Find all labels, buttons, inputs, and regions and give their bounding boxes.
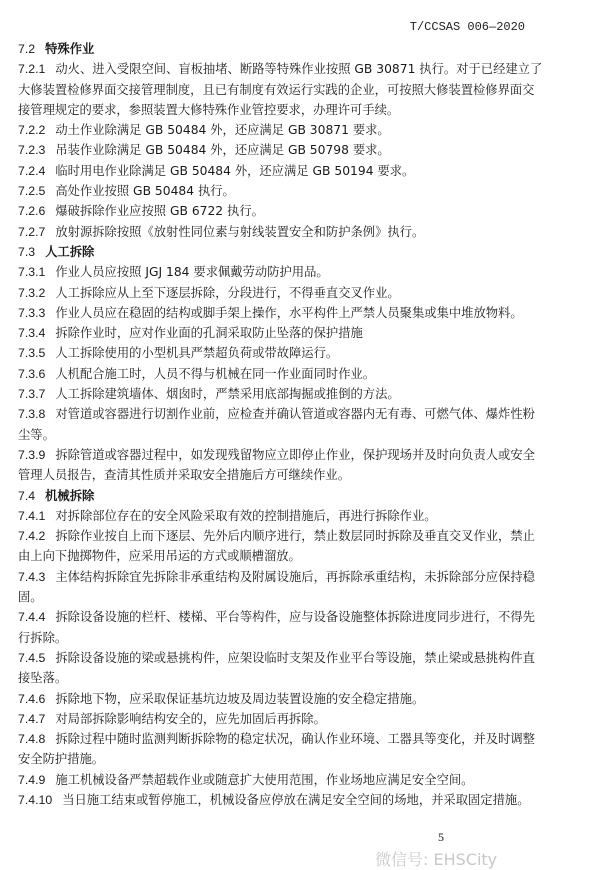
- clause-line: [18, 181, 538, 201]
- section-title: 特殊作业: [45, 42, 95, 56]
- clause-text: 接坠落。: [18, 671, 68, 686]
- clause-text: 主体结构拆除宜先拆除非承重结构及附属设施后，再拆除承重结构，未拆除部分应保持稳: [55, 569, 535, 584]
- clause-line: [18, 140, 538, 160]
- section-number: 7.2: [18, 42, 36, 56]
- clause-continuation-line: [18, 465, 538, 485]
- clause-text: 由上向下抛掷物件，应采用吊运的方式或顺槽溜放。: [18, 549, 301, 564]
- clause-line: [18, 506, 538, 526]
- clause-number: 7.3.1: [18, 265, 46, 280]
- clause-number: 7.4.2: [18, 529, 46, 544]
- clause-line: [18, 526, 538, 546]
- clause-continuation-line: [18, 749, 538, 769]
- clause-text: 人机配合施工时，人员不得与机械在同一作业面同时作业。: [55, 366, 376, 381]
- clause-line: [18, 770, 538, 790]
- clause-text: 接管理规定的要求，参照装置大修特殊作业管控要求，办理许可手续。: [18, 102, 400, 117]
- clause-text: 人工拆除建筑墙体、烟囱时，严禁采用底部掏掘或推倒的方法。: [55, 387, 400, 402]
- clause-text: 拆除作业时，应对作业面的孔洞采取防止坠落的保护措施: [55, 326, 363, 341]
- clause-text: 爆破拆除作业应按照 GB 6722 执行。: [55, 204, 264, 219]
- clause-text: 拆除管道或容器过程中，如发现残留物应立即停止作业，保护现场并及时向负责人或安全: [55, 447, 535, 462]
- clause-text: 拆除设备设施的栏杆、楼梯、平台等构件，应与设备设施整体拆除进度同步进行，不得先: [55, 610, 535, 625]
- clause-line: [18, 689, 538, 709]
- clause-line: [18, 445, 538, 465]
- clause-line: [18, 59, 543, 79]
- clause-text: 拆除过程中随时监测判断拆除物的稳定状况，确认作业环境、工器具等变化，并及时调整: [55, 732, 535, 747]
- clause-line: [18, 201, 538, 221]
- clause-line: [18, 161, 538, 181]
- clause-text: 作业人员应按照 JGJ 184 要求佩戴劳动防护用品。: [55, 265, 329, 280]
- clause-text: 动火、进入受限空间、盲板抽堵、断路等特殊作业按照 GB 30871 执行。对于已经建立了: [55, 62, 543, 77]
- clause-text: 对管道或容器进行切割作业前，应检查并确认管道或容器内无有毒、可燃气体、爆炸性粉: [55, 407, 535, 422]
- clause-number: 7.3.2: [18, 285, 46, 300]
- clause-text: 对局部拆除影响结构安全的，应先加固后再拆除。: [55, 711, 326, 726]
- clause-text: 施工机械设备严禁超载作业或随意扩大使用范围，作业场地应满足安全空间。: [55, 772, 474, 787]
- clause-number: 7.4.4: [18, 610, 46, 625]
- clause-text: 人工拆除使用的小型机具严禁超负荷或带故障运行。: [55, 346, 339, 361]
- clause-text: 尘等。: [18, 427, 55, 442]
- clause-number: 7.3.4: [18, 326, 46, 341]
- clause-line: [18, 404, 538, 424]
- clause-number: 7.2.5: [18, 184, 46, 199]
- clause-text: 安全防护措施。: [18, 752, 105, 767]
- clause-line: [18, 567, 538, 587]
- clause-text: 动土作业除满足 GB 50484 外，还应满足 GB 30871 要求。: [55, 123, 390, 138]
- clause-continuation-line: [18, 546, 538, 566]
- section-heading: [18, 39, 538, 59]
- clause-number: 7.2.2: [18, 123, 46, 138]
- clause-text: 当日施工结束或暂停施工，机械设备应停放在满足安全空间的场地，并采取固定措施。: [62, 792, 530, 807]
- clause-number: 7.4.5: [18, 650, 46, 665]
- clause-number: 7.3.6: [18, 366, 46, 381]
- clause-number: 7.2.4: [18, 163, 46, 178]
- clause-line: [18, 709, 538, 729]
- clause-number: 7.3.8: [18, 407, 46, 422]
- clause-number: 7.4.9: [18, 772, 46, 787]
- clause-text: 作业人员应在稳固的结构或脚手架上操作，水平构件上严禁人员聚集或集中堆放物料。: [55, 305, 523, 320]
- clause-line: [18, 303, 538, 323]
- clause-line: [18, 323, 538, 343]
- clause-number: 7.2.1: [18, 62, 46, 77]
- clause-number: 7.3.5: [18, 346, 46, 361]
- clause-line: [18, 790, 538, 810]
- clause-number: 7.2.7: [18, 224, 46, 239]
- clause-line: [18, 364, 538, 384]
- document-code: T/CCSAS 006—2020: [409, 20, 525, 34]
- clause-continuation-line: [18, 668, 538, 688]
- clause-text: 行拆除。: [18, 630, 68, 645]
- clause-line: [18, 384, 538, 404]
- clause-line: [18, 222, 538, 242]
- clause-text: 高处作业按照 GB 50484 执行。: [55, 184, 235, 199]
- clause-number: 7.4.8: [18, 732, 46, 747]
- document-body: [18, 39, 543, 810]
- clause-number: 7.3.7: [18, 387, 46, 402]
- clause-line: [18, 729, 538, 749]
- clause-text: 临时用电作业除满足 GB 50484 外，还应满足 GB 50194 要求。: [55, 163, 415, 178]
- section-number: 7.4: [18, 488, 36, 503]
- section-heading: [18, 486, 538, 506]
- watermark: 微信号: EHSCity: [375, 850, 498, 869]
- clause-text: 吊装作业除满足 GB 50484 外，还应满足 GB 50798 要求。: [55, 143, 390, 158]
- section-number: 7.3: [18, 244, 36, 259]
- clause-continuation-line: [18, 425, 538, 445]
- clause-number: 7.2.6: [18, 204, 46, 219]
- clause-number: 7.3.9: [18, 447, 46, 462]
- clause-continuation-line: [18, 100, 538, 120]
- clause-line: [18, 343, 538, 363]
- clause-text: 大修装置检修界面交接管理制度，且已有制度有效运行实践的企业，可按照大修装置检修界面交: [18, 82, 535, 97]
- page-number: 5: [438, 830, 444, 844]
- clause-continuation-line: [18, 628, 538, 648]
- clause-number: 7.4.3: [18, 569, 46, 584]
- clause-number: 7.3.3: [18, 305, 46, 320]
- clause-line: [18, 283, 538, 303]
- clause-text: 人工拆除应从上至下逐层拆除，分段进行，不得垂直交叉作业。: [55, 285, 400, 300]
- clause-text: 拆除地下物，应采取保证基坑边坡及周边装置设施的安全稳定措施。: [55, 691, 425, 706]
- clause-number: 7.4.6: [18, 691, 46, 706]
- clause-line: [18, 607, 538, 627]
- clause-text: 拆除设备设施的梁或悬挑构件，应架设临时支架及作业平台等设施，禁止梁或悬挑构件直: [55, 650, 535, 665]
- section-title: 人工拆除: [45, 244, 95, 259]
- clause-line: [18, 120, 538, 140]
- clause-line: [18, 262, 538, 282]
- section-heading: [18, 242, 538, 262]
- clause-line: [18, 648, 538, 668]
- clause-text: 拆除作业按自上而下逐层、先外后内顺序进行，禁止数层同时拆除及垂直交叉作业，禁止: [55, 529, 535, 544]
- clause-number: 7.4.7: [18, 711, 46, 726]
- clause-continuation-line: [18, 80, 538, 100]
- clause-number: 7.2.3: [18, 143, 46, 158]
- clause-continuation-line: [18, 587, 538, 607]
- section-title: 机械拆除: [45, 488, 95, 503]
- clause-text: 管理人员报告，查清其性质并采取安全措施后方可继续作业。: [18, 468, 351, 483]
- clause-text: 放射源拆除按照《放射性同位素与射线装置安全和防护条例》执行。: [55, 224, 425, 239]
- clause-text: 固。: [18, 590, 43, 605]
- clause-number: 7.4.1: [18, 508, 46, 523]
- clause-text: 对拆除部位存在的安全风险采取有效的控制措施后，再进行拆除作业。: [55, 508, 437, 523]
- clause-number: 7.4.10: [18, 792, 53, 807]
